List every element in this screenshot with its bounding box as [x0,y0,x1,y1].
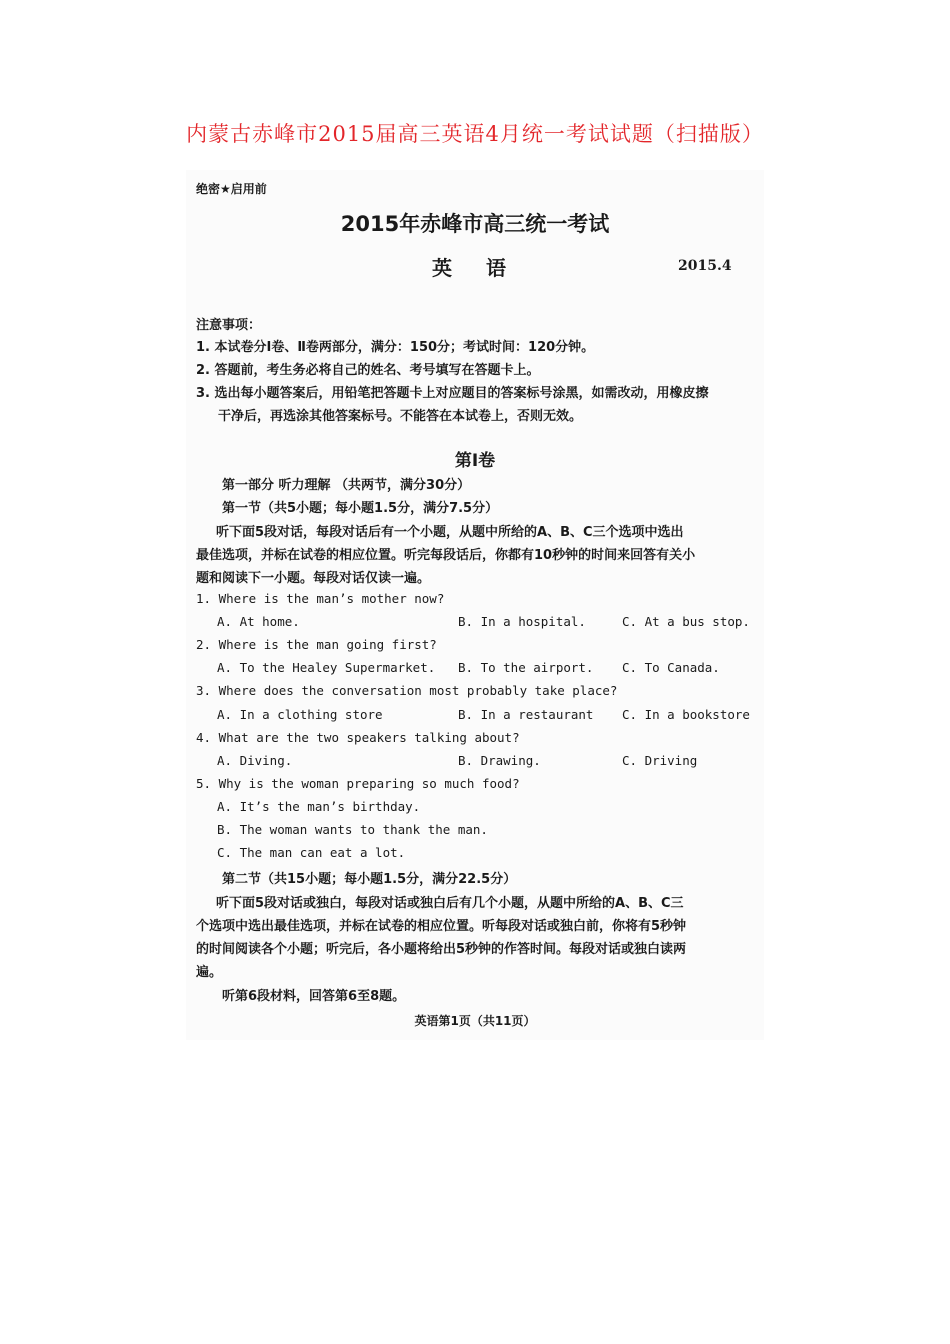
section2-instruction: 个选项中选出最佳选项，并标在试卷的相应位置。听每段对话或独白前，你将有5秒钟 [196,919,687,934]
option-a: A. At home. [217,614,300,629]
section1-title: 第一节（共5小题；每小题1.5分，满分7.5分） [222,501,499,516]
option-c: C. To Canada. [622,660,720,675]
notes-title: 注意事项： [196,318,262,333]
option-b: B. Drawing. [458,753,541,768]
option-c: C. The man can eat a lot. [217,845,406,860]
note-item: 干净后，再选涂其他答案标号。不能答在本试卷上，否则无效。 [218,409,583,424]
section2-material: 听第6段材料，回答第6至8题。 [222,989,406,1004]
secret-label: 绝密★启用前 [196,182,267,196]
note-item: 3. 选出每小题答案后，用铅笔把答题卡上对应题目的答案标号涂黑，如需改动，用橡皮擦 [196,386,709,401]
option-b: B. The woman wants to thank the man. [217,822,488,837]
page-footer: 英语第1页（共11页） [414,1014,536,1028]
section2-title: 第二节（共15小题；每小题1.5分，满分22.5分） [222,872,517,887]
section1-instruction: 听下面5段对话，每段对话后有一个小题，从题中所给的A、B、C三个选项中选出 [216,525,684,540]
option-a: A. It’s the man’s birthday. [217,799,421,814]
scanned-exam-page [186,170,764,1040]
subject-title: 英语 [432,256,540,280]
section2-instruction: 的时间阅读各个小题；听完后，各小题将给出5秒钟的作答时间。每段对话或独白读两 [196,942,687,957]
note-item: 1. 本试卷分Ⅰ卷、Ⅱ卷两部分，满分：150分；考试时间：120分钟。 [196,340,595,355]
option-a: A. To the Healey Supermarket. [217,660,436,675]
option-c: C. Driving [622,753,698,768]
question-text: 1. Where is the man’s mother now? [196,591,445,606]
part1-title: 第一部分 听力理解 （共两节，满分30分） [222,478,471,493]
volume-title: 第Ⅰ卷 [454,451,496,471]
exam-date: 2015.4 [678,258,732,274]
exam-title: 2015年赤峰市高三统一考试 [340,212,610,236]
question-text: 2. Where is the man going first? [196,637,437,652]
question-text: 4. What are the two speakers talking about? [196,730,520,745]
option-a: A. Diving. [217,753,293,768]
section1-instruction: 题和阅读下一小题。每段对话仅读一遍。 [196,571,431,586]
option-c: C. In a bookstore [622,707,750,722]
option-a: A. In a clothing store [217,707,383,722]
section1-instruction: 最佳选项，并标在试卷的相应位置。听完每段话后，你都有10秒钟的时间来回答有关小 [196,548,696,563]
note-item: 2. 答题前，考生务必将自己的姓名、考号填写在答题卡上。 [196,363,540,378]
option-c: C. At a bus stop. [622,614,750,629]
section2-instruction: 遍。 [196,965,223,980]
option-b: B. In a hospital. [458,614,586,629]
question-text: 5. Why is the woman preparing so much food? [196,776,520,791]
option-b: B. In a restaurant [458,707,594,722]
question-text: 3. Where does the conversation most probably take place? [196,683,618,698]
option-b: B. To the airport. [458,660,594,675]
section2-instruction: 听下面5段对话或独白，每段对话或独白后有几个小题，从题中所给的A、B、C三 [216,896,684,911]
document-title: 内蒙古赤峰市2015届高三英语4月统一考试试题（扫描版） [186,122,764,146]
